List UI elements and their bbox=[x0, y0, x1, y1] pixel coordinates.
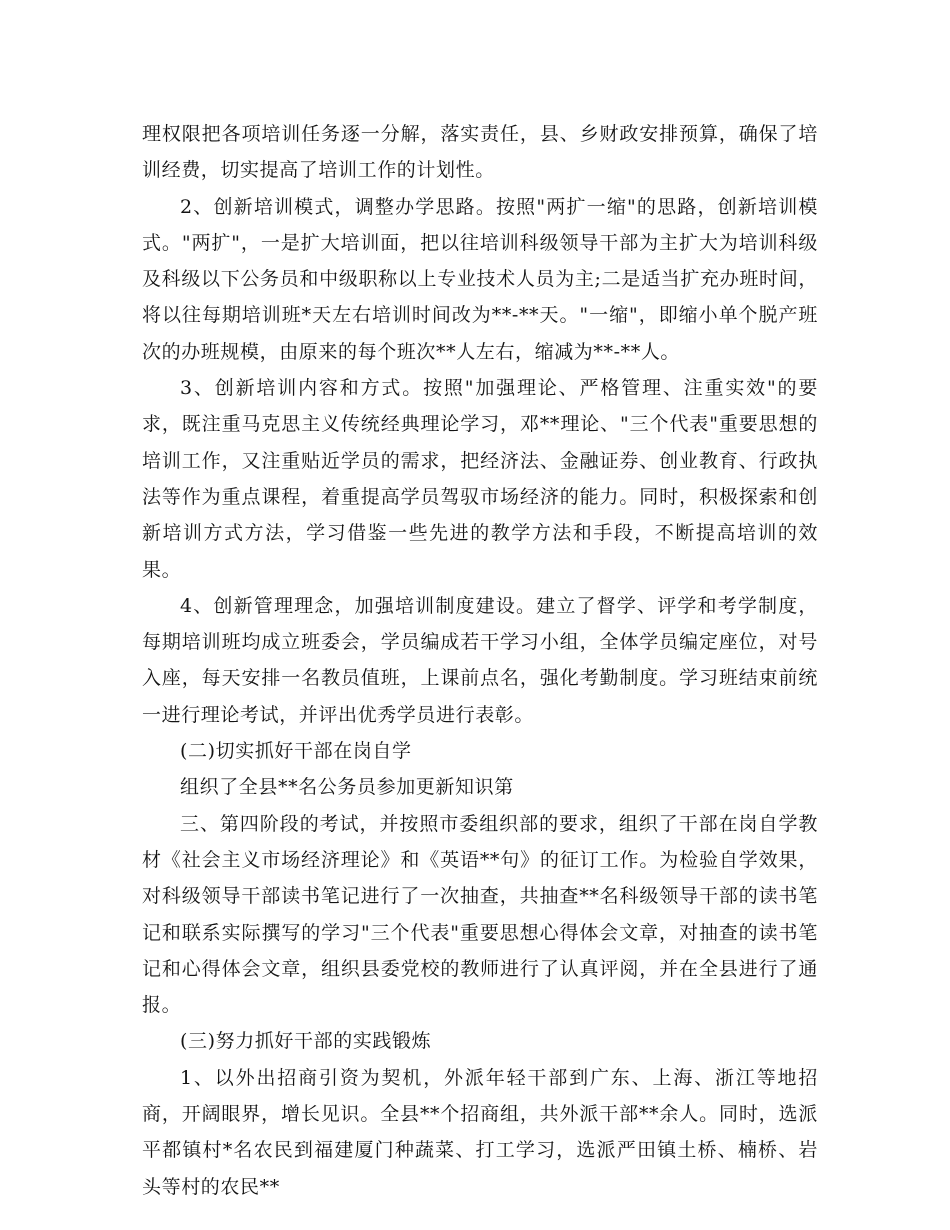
paragraph-exam-organization: 组织了全县**名公务员参加更新知识第 bbox=[180, 776, 514, 799]
paragraph-investment-outreach: 1、以外出招商引资为契机，外派年轻干部到广东、上海、浙江等地招商，开阔眼界，增长见识。全县**个招商组，共外派干部**余人。同时，选派平都镇村*名农民到福建厦门种蔬菜、打工学习，选派严田镇土桥、楠桥、岩头等村的农民** bbox=[142, 1066, 818, 1198]
paragraph-training-model: 2、创新培训模式，调整办学思路。按照"两扩一缩"的思路，创新培训模式。"两扩"，一是扩大培训面，把以往培训科级领导干部为主扩大为培训科级及科级以下公务员和中级职称以上专业技术人员为主;二是适当扩充办班时间，将以往每期培训班*天左右培训时间改为**-**天。"一缩"，即缩小单个脱产班次的办班规模，由原来的每个班次**人左右，缩减为**-**人。 bbox=[142, 195, 818, 363]
document-body bbox=[142, 116, 818, 1205]
paragraph-management-concept: 4、创新管理理念，加强培训制度建设。建立了督学、评学和考学制度，每期培训班均成立班委会，学员编成若干学习小组，全体学员编定座位，对号入座，每天安排一名教员值班，上课前点名，强化考勤制度。学习班结束前统一进行理论考试，并评出优秀学员进行表彰。 bbox=[142, 594, 818, 726]
paragraph-self-study-materials: 三、第四阶段的考试，并按照市委组织部的要求，组织了干部在岗自学教材《社会主义市场经济理论》和《英语**句》的征订工作。为检验自学效果，对科级领导干部读书笔记进行了一次抽查，共抽查**名科级领导干部的读书笔记和联系实际撰写的学习"三个代表"重要思想心得体会文章，对抽查的读书笔记和心得体会文章，组织县委党校的教师进行了认真评阅，并在全县进行了通报。 bbox=[142, 812, 818, 1017]
paragraph-budget-continuation: 理权限把各项培训任务逐一分解，落实责任，县、乡财政安排预算，确保了培训经费，切实提高了培训工作的计划性。 bbox=[142, 123, 818, 182]
paragraph-training-content: 3、创新培训内容和方式。按照"加强理论、严格管理、注重实效"的要求，既注重马克思主义传统经典理论学习，邓**理论、"三个代表"重要思想的培训工作，又注重贴近学员的需求，把经济法、金融证券、创业教育、行政执法等作为重点课程，着重提高学员驾驭市场经济的能力。同时，积极探索和创新培训方式方法，学习借鉴一些先进的教学方法和手段，不断提高培训的效果。 bbox=[142, 377, 818, 581]
section-heading-practice: (三)努力抓好干部的实践锻炼 bbox=[180, 1030, 432, 1053]
section-heading-self-study: (二)切实抓好干部在岗自学 bbox=[180, 740, 412, 763]
